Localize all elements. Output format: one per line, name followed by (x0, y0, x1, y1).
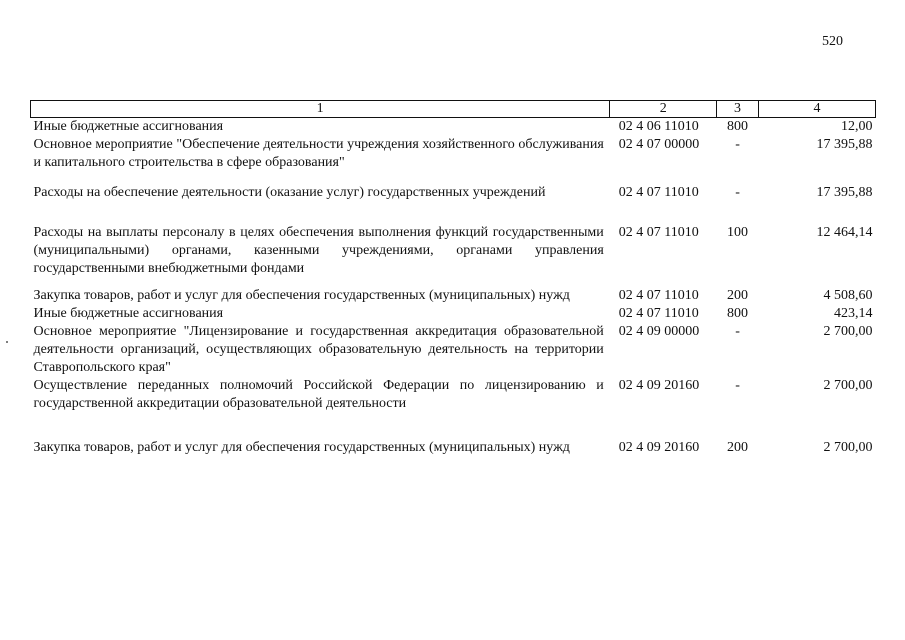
row-code: 02 4 07 11010 (618, 288, 699, 303)
row-amount: 17 395,88 (816, 137, 873, 152)
row-amount: 2 700,00 (823, 440, 873, 455)
row-amount: 423,14 (834, 306, 873, 321)
row-name: Осуществление переданных полномочий Российской Федерации по лицензированию и государственной аккредитации образовательной деятельности (33, 378, 604, 411)
table-row (31, 439, 876, 457)
row-name: Закупка товаров, работ и услуг для обеспечения государственных (муниципальных) нужд (33, 288, 570, 303)
row-name: Закупка товаров, работ и услуг для обеспечения государственных (муниципальных) нужд (33, 440, 570, 455)
row-spacer (31, 202, 876, 224)
row-expense-type: - (735, 378, 740, 393)
header-col-2: 2 (610, 101, 717, 118)
row-name: Расходы на обеспечение деятельности (оказание услуг) государственных учреждений (33, 185, 546, 200)
row-expense-type: 100 (727, 225, 749, 240)
table-row (31, 287, 876, 305)
table-row (31, 224, 876, 278)
row-code: 02 4 09 00000 (618, 324, 700, 339)
table-body (31, 118, 876, 458)
row-amount: 4 508,60 (823, 288, 873, 303)
budget-table (30, 100, 876, 457)
row-expense-type: 200 (727, 288, 749, 303)
row-name: Иные бюджетные ассигнования (33, 306, 224, 321)
table-row (31, 305, 876, 323)
row-code: 02 4 06 11010 (618, 119, 699, 134)
row-amount: 12 464,14 (816, 225, 873, 240)
row-code: 02 4 07 11010 (618, 306, 699, 321)
row-name: Основное мероприятие "Лицензирование и государственная аккредитация образовательной деятельности организаций, осуществляющих образовательную деятельность на территории Ставропольского края" (33, 324, 604, 375)
row-code: 02 4 09 20160 (618, 440, 700, 455)
row-spacer-cell (31, 202, 876, 224)
table-row (31, 118, 876, 137)
row-code: 02 4 09 20160 (618, 378, 700, 393)
row-expense-type: 200 (727, 440, 749, 455)
scan-speck (6, 341, 8, 343)
row-spacer-cell (31, 172, 876, 184)
header-col-3: 3 (717, 101, 759, 118)
row-name: Основное мероприятие "Обеспечение деятельности учреждения хозяйственного обслуживания и капитального строительства в сфере образования" (33, 137, 604, 170)
header-row (31, 101, 876, 118)
row-code: 02 4 07 11010 (618, 185, 699, 200)
page-number: 520 (822, 34, 843, 49)
row-spacer (31, 413, 876, 439)
table-row (31, 184, 876, 202)
row-code: 02 4 07 11010 (618, 225, 699, 240)
table-row (31, 136, 876, 172)
header-col-4: 4 (758, 101, 875, 118)
row-name: Расходы на выплаты персоналу в целях обеспечения выполнения функций государственными (муниципальными) органами, казенными учреждениями, органами управления государственными внебюджетными фондами (33, 225, 604, 276)
row-code: 02 4 07 00000 (618, 137, 700, 152)
table-header (31, 101, 876, 118)
row-spacer-cell (31, 413, 876, 439)
row-amount: 17 395,88 (816, 185, 873, 200)
row-expense-type: - (735, 137, 740, 152)
row-expense-type: - (735, 324, 740, 339)
row-name: Иные бюджетные ассигнования (33, 119, 224, 134)
row-amount: 2 700,00 (823, 324, 873, 339)
row-expense-type: 800 (727, 306, 749, 321)
row-spacer (31, 278, 876, 287)
table-row (31, 323, 876, 377)
row-spacer-cell (31, 278, 876, 287)
row-expense-type: 800 (727, 119, 749, 134)
row-amount: 2 700,00 (823, 378, 873, 393)
row-spacer (31, 172, 876, 184)
row-amount: 12,00 (841, 119, 873, 134)
table-row (31, 377, 876, 413)
header-col-1: 1 (31, 101, 610, 118)
row-expense-type: - (735, 185, 740, 200)
